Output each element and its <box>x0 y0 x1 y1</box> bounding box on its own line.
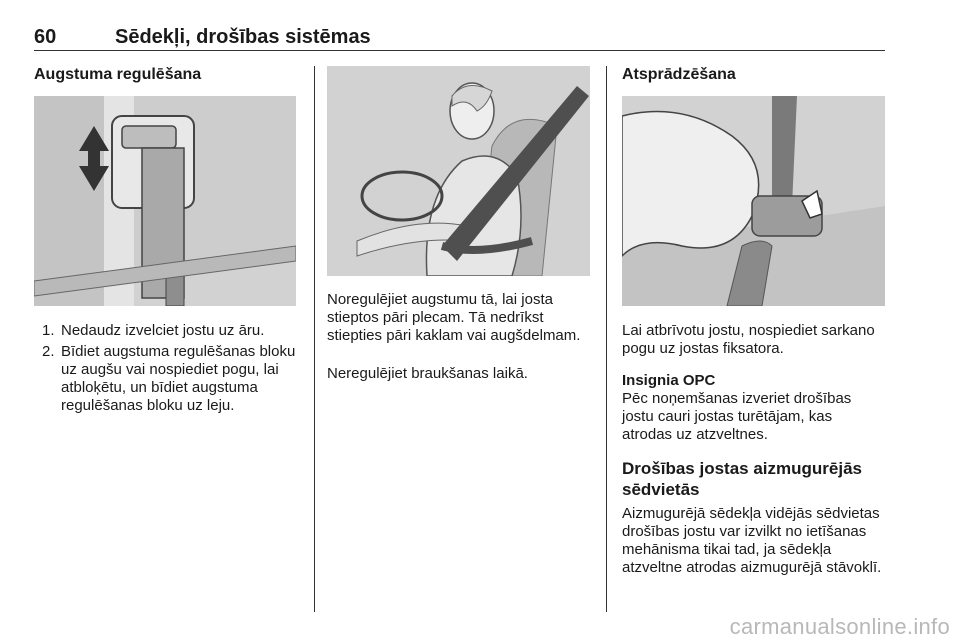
section-heading-unbuckling: Atsprādzēšana <box>622 66 736 83</box>
paragraph-insignia-opc: Pēc noņemšanas izveriet drošības jostu cauri jostas turētājam, kas atrodas uz atzveltnes. <box>622 390 852 443</box>
section-heading-rear-seat-belts: Drošības jostas aizmugurējās sēdvietās <box>622 459 862 499</box>
section-heading-height-adjustment: Augstuma regulēšana <box>34 66 202 83</box>
buckle-release-illustration <box>622 96 885 306</box>
step-text: Bīdiet augstuma regulēšanas bloku uz augšu vai nospiediet pogu, lai atbloķētu, un bīdiet augstuma regulēšanas bloku uz leju. <box>61 343 296 414</box>
paragraph-rear-seat-belts: Aizmugurējā sēdekļa vidējās sēdvietas drošības jostu var izvilkt no ietīšanas mehānisma tikai tad, ja sēdekļa atzveltne atrodas aizmugurējā stāvoklī. <box>622 505 882 576</box>
column-divider-left <box>314 66 315 612</box>
page-number: 60 <box>34 26 57 48</box>
chapter-title: Sēdekļi, drošības sistēmas <box>115 26 371 48</box>
step-number: 2. <box>42 343 55 360</box>
height-adjuster-illustration <box>34 96 296 306</box>
list-item <box>42 322 300 340</box>
seatbelt-driver-illustration <box>327 66 590 276</box>
paragraph-adjust-height: Noregulējiet augstumu tā, lai josta stieptos pāri plecam. Tā nedrīkst stiepties pāri kaklam vai augšdelmam. <box>327 291 581 344</box>
header-rule <box>34 50 885 51</box>
step-text: Nedaudz izvelciet jostu uz āru. <box>61 322 265 339</box>
step-number: 1. <box>42 322 55 339</box>
paragraph-release-belt: Lai atbrīvotu jostu, nospiediet sarkano pogu uz jostas fiksatora. <box>622 322 875 357</box>
watermark: carmanualsonline.info <box>729 614 950 639</box>
list-item <box>42 343 300 415</box>
column-divider-right <box>606 66 607 612</box>
paragraph-no-adjust-while-driving: Neregulējiet braukšanas laikā. <box>327 365 528 382</box>
adjustment-steps-list <box>42 322 300 418</box>
subheading-insignia-opc: Insignia OPC <box>622 372 716 389</box>
